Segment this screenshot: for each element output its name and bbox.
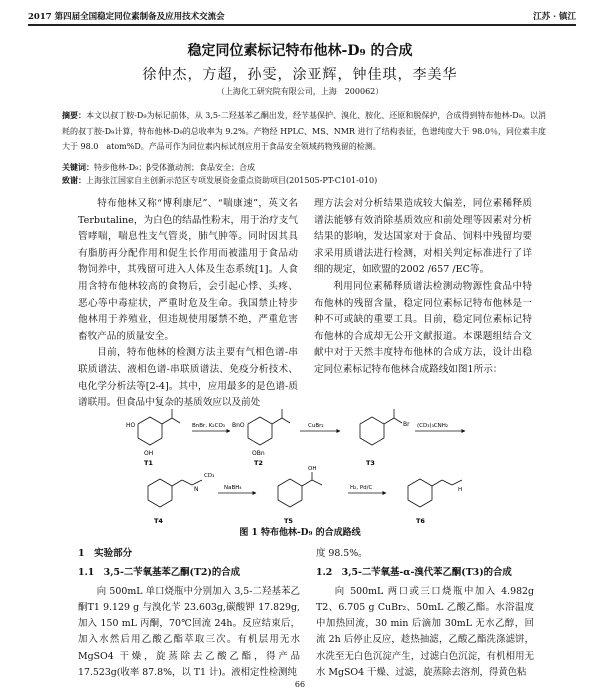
page-number: 66 <box>294 680 306 689</box>
keywords <box>62 161 546 174</box>
group-label: N <box>194 486 199 493</box>
reagent-label: H₂, Pd/C <box>350 485 373 491</box>
compound-label: T4 <box>154 517 163 525</box>
body-right-column <box>314 196 532 379</box>
paragraph: 特布他林又称“博利康尼”、“喘康速”，英文名Terbutaline，为白色的结晶性粉末，用于治疗支气管哮喘，喘息性支气管炎，肺气肿等。同时因其具有脂肪再分配作用和促生长作用而被滥用于食品动物饲养中，其残留可进入人体及生态系统[1]。人食用含特布他林较高的食物后，会引起心悸、头疼、恶心等中毒症状，严重时危及生命。我国禁止特步他林用于养殖业，但违规使用屡禁不绝，严重危害畜牧产品的质量安全。 <box>78 198 298 342</box>
running-header <box>28 8 576 22</box>
header-divider <box>28 24 576 26</box>
keywords-label: 关键词： <box>62 162 94 172</box>
subsection-heading: 1.1 3,5-二苄氧基苯乙酮(T2)的合成 <box>78 567 241 579</box>
experimental-left <box>78 546 300 681</box>
group-label: OBn <box>252 450 265 457</box>
compound-label: T1 <box>144 459 153 467</box>
funding-text: 上海张江国家自主创新示范区专项发展资金重点资助项目(201505-PT-C101-010) <box>86 176 378 185</box>
paragraph: 向 500mL 两口或三口烧瓶中加入 4.982g T2、6.705 g CuBr₂、50mL 乙酸乙酯。水浴温度中加热回流，30 min 后滴加 30mL 无水乙醇，回流 2h 后停止反应，趁热抽滤，乙酸乙酯洗涤滤饼，水洗至无白色沉淀产生，过滤白色沉淀，有机相用无水 MgSO4 干燥、过滤，旋蒸除去溶剂，得黄色粘 <box>316 585 534 679</box>
header-conference: 2017 第四届全国稳定同位素制备及应用技术交流会 <box>28 12 225 22</box>
group-label: H <box>458 487 463 493</box>
paper-title: 稳定同位素标记特布他林-D₉ 的合成 <box>187 43 413 59</box>
group-label: CD₃ <box>204 473 215 479</box>
group-label: OH <box>308 466 317 472</box>
group-label: BnO <box>232 422 245 429</box>
paragraph: 利用同位素稀释质谱法检测动物源性食品中特布他林的残留含量，稳定同位素标记特布他林是一种不可或缺的重要工具。目前，稳定同位素标记特布他林的合成却无公开文献报道。本课题组结合文献中对于天然丰度特布他林的合成方法，设计出稳定同位素标记特布他林合成路线如图1所示： <box>314 280 532 375</box>
compound-t3 <box>360 409 402 445</box>
reagent-label: CuBr₂ <box>308 423 324 429</box>
header-location: 江苏 · 镇江 <box>533 12 576 22</box>
compound-t6 <box>408 479 462 507</box>
compound-label: T2 <box>254 459 263 467</box>
reagent-label: BnBr, K₂CO₃ <box>192 423 225 429</box>
group-label: Br <box>403 421 410 428</box>
reagent-label: NaBH₄ <box>224 485 242 491</box>
synthesis-scheme <box>120 407 500 527</box>
paragraph: 目前，特布他林的检测方法主要有气相色谱-串联质谱法、液相色谱-串联质谱法、免疫分析技术、电化学分析法等[2-4]。其中，应用最多的是色谱-质谱联用。但食品中复杂的基质效应以及前处 <box>78 347 298 409</box>
section-heading: 1 实验部分 <box>78 548 133 559</box>
paragraph: 向 500mL 单口烧瓶中分别加入 3,5-二羟基苯乙酮T1 9.129 g 与溴化苄 23.603g,碳酸钾 17.829g,加入 150 mL 丙酮，70℃回流 24h。反应结束后，加入水然后用乙酸乙酯萃取三次。有机层用无水MgSO4 干燥，旋蒸除去乙酸乙酯，得产品17.523g(收率 87.8%，以 T1 计)。液相定性检测纯 <box>78 585 300 679</box>
group-label: OH <box>144 450 154 457</box>
abstract-label: 摘要： <box>62 110 87 120</box>
compound-label: T3 <box>366 459 375 467</box>
compound-label: T6 <box>416 517 425 525</box>
body-left-column <box>78 196 298 412</box>
compound-t1 <box>138 409 180 445</box>
paragraph: 理方法会对分析结果造成较大偏差，同位素稀释质谱法能够有效消除基质效应和前处理等因素对分析结果的影响，发达国家对于食品、饲料中残留均要求采用质谱法进行检测，对相关判定标准进行了详细的规定，如欧盟的2002 /657 /EC等。 <box>314 198 532 276</box>
figure-caption: 图 1 特布他林-D₉ 的合成路线 <box>239 528 361 538</box>
author-list: 徐仲杰，方超，孙雯，涂亚辉，钟佳琪，李美华 <box>142 67 458 83</box>
funding-label: 致谢： <box>62 175 86 185</box>
affiliation: （上海化工研究院有限公司，上海 200062） <box>216 87 384 96</box>
keywords-text: 特步他林-D₉；β受体激动剂；食品安全；合成 <box>94 163 255 172</box>
abstract <box>62 108 546 155</box>
paragraph-continuation: 度 98.5%。 <box>316 548 368 559</box>
compound-t2 <box>248 409 290 445</box>
reagent-label: (CD₃)₃CNH₂ <box>417 423 449 429</box>
abstract-text: 本文以叔丁胺-D₉为标记前体，从 3,5-二羟基苯乙酮出发，经苄基保护、溴化、胺化、还原和脱保护，合成得到特布他林-D₉。以消耗的叔丁胺-D₉计算，特布他林-D₉的总收率为 9.2%。产物经 HPLC、MS、NMR 进行了结构表征，色谱纯度大于 98.0％，同位素丰度大于 98.0 atom%D。产品可作为同位素内标试剂应用于食品安全领域药物残留的检测。 <box>62 111 546 151</box>
subsection-heading: 1.2 3,5-二苄氧基-α-溴代苯乙酮(T3)的合成 <box>316 567 512 579</box>
experimental-right <box>316 546 534 681</box>
compound-label: T5 <box>284 517 293 525</box>
funding-note <box>62 174 546 187</box>
group-label: HO <box>126 422 136 429</box>
compound-t4 <box>148 479 202 507</box>
compound-t5 <box>278 472 322 507</box>
